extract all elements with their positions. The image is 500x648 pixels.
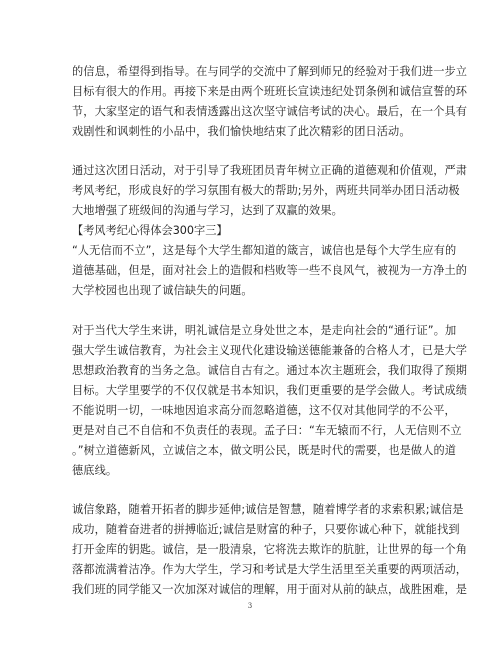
text-line: 更是对自己不自信和不负责任的表现。孟子曰：“车无辕而不行，人无信则不立 <box>72 424 462 437</box>
text-line: 大学校园也出现了诚信缺失的问题。 <box>72 284 253 297</box>
text-line: 戏剧性和讽刺性的小品中，我们愉快地结束了此次精彩的团日活动。 <box>72 125 411 138</box>
text-line: 对于当代大学生来讲，明礼诚信是立身处世之本，是走向社会的“通行证”。加 <box>72 324 457 337</box>
text-line: 目标。大学里要学的不仅仅就是书本知识，我们更重要的是学会做人。考试成绩 <box>72 384 468 397</box>
paragraph-3 <box>72 241 468 301</box>
text-line: 的信息，希望得到指导。在与同学的交流中了解到师兄的经验对于我们进一步立 <box>72 65 468 78</box>
text-line: 强大学生诚信教育，为社会主义现代化建设输送德能兼备的合格人才，已是大学 <box>72 344 468 357</box>
text-line: 。”树立道德新风，立诚信之本，做文明公民，既是时代的需要，也是做人的道 <box>72 444 457 457</box>
paragraph-spacer <box>72 481 427 500</box>
text-line: 目标有很大的作用。再接下来是由两个班班长宣读违纪处罚条例和诚信宣誓的环 <box>72 85 468 98</box>
text-line: 大地增强了班级间的沟通与学习，达到了双赢的效果。 <box>72 204 343 217</box>
document-body <box>72 62 468 600</box>
paragraph-spacer <box>72 142 427 161</box>
text-line: 思想政治教育的当务之急。诚信自古有之。通过本次主题班会，我们取得了预期 <box>72 364 468 377</box>
text-line: 德底线。 <box>72 464 118 477</box>
paragraph-5 <box>72 500 468 600</box>
text-line: 不能说明一切，一味地因追求高分而忽略道德，这不仅对其他同学的不公平， <box>72 404 456 417</box>
text-line: 成功，随着奋进者的拼搏临近;诚信是财富的种子，只要你诚心种下，就能找到 <box>72 523 460 536</box>
text-line: 诚信象路，随着开拓者的脚步延伸;诚信是智慧，随着博学者的求索积累;诚信是 <box>72 503 464 516</box>
paragraph-spacer <box>72 301 427 321</box>
paragraph-2 <box>72 161 468 221</box>
text-line: 节，大家坚定的语气和表情透露出这次坚守诚信考试的决心。最后，在一个具有 <box>72 105 468 118</box>
text-line: 通过这次团日活动，对于引导了我班团员青年树立正确的道德观和价值观，严肃 <box>72 164 468 177</box>
text-line: “人无信而不立”，这是每个大学生都知道的箴言，诚信也是每个大学生应有的 <box>72 244 457 257</box>
paragraph-1 <box>72 62 468 142</box>
text-line: 打开金库的钥匙。诚信，是一股清泉，它将洗去欺诈的肮脏，让世界的每一个角 <box>72 543 468 556</box>
text-line: 道德基础，但是，面对社会上的造假和档败等一些不良风气，被视为一方净土的 <box>72 264 468 277</box>
page-number: 3 <box>247 602 253 610</box>
text-line: 落都流满着洁净。作为大学生，学习和考试是大学生活里至关重要的两项活动， <box>72 563 468 576</box>
text-line: 考风考纪，形成良好的学习氛围有极大的帮助;另外，两班共同举办团日活动极 <box>72 184 460 197</box>
paragraph-4 <box>72 321 468 481</box>
section-heading: 【考风考纪心得体会300字三】 <box>72 224 228 237</box>
text-line: 我们班的同学能又一次加深对诚信的理解，用于面对从前的缺点，战胜困难，是 <box>72 583 468 596</box>
